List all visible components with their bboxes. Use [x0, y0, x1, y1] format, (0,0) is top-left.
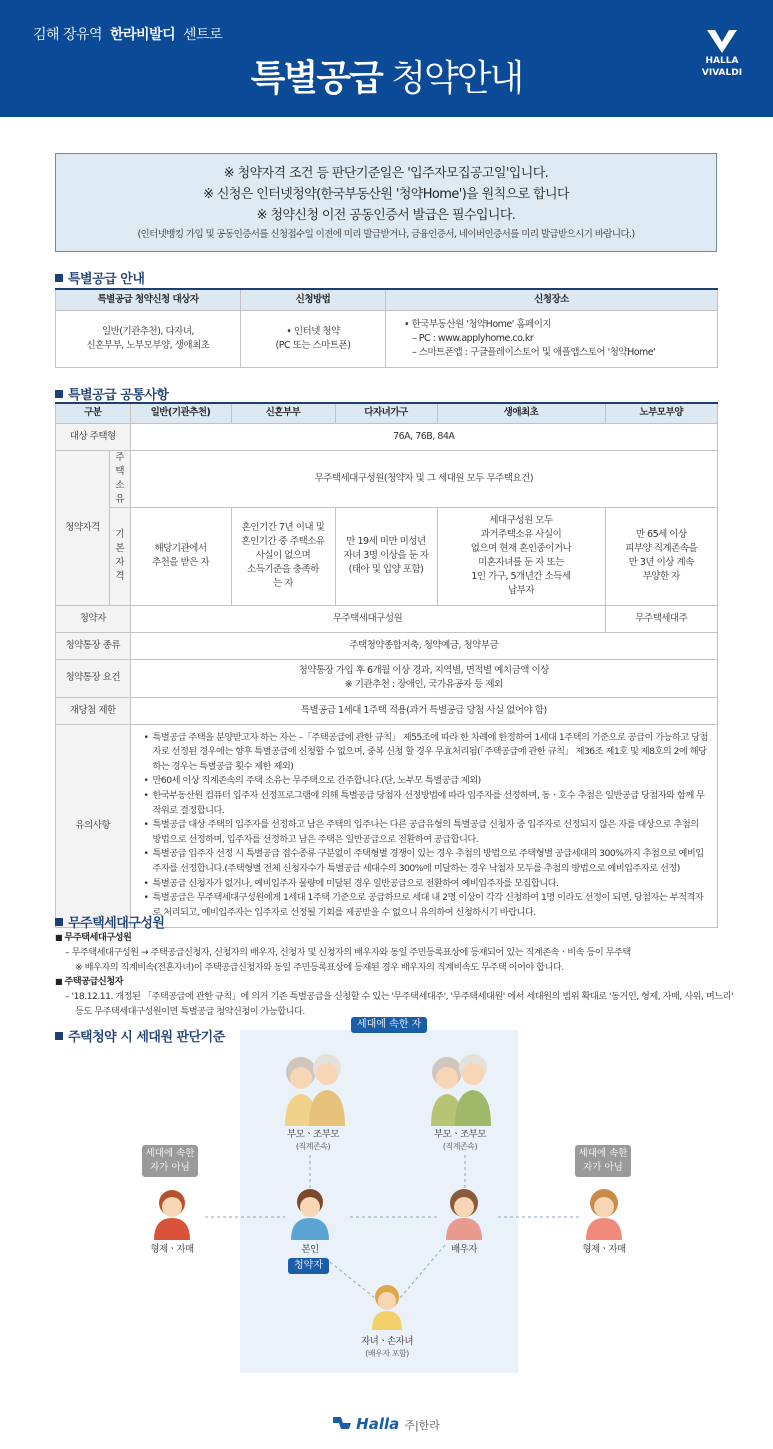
homeless-definition: ■ 무주택세대구성원 – 무주택세대구성원 → 주택공급신청자, 신청자의 배우자, 신청자 및 신청자의 배우자와 동일 주민등록표상에 등재되어 있는 직계존속ㆍ비속 등이 무주택 ※ 배우자의 직계비속(전혼자녀)이 주택공급신청자와 동일 주민등록표상에 등재된 경우 배우자의 직계비속도 무주택 이어야 합니다. ■ 주택공급신청자 – '18.12.11. 개정된 「주택공급에 관한 규칙」에 의거 기존 특별공급을 신청할 수 있는 '무주택세대주', '무주택세대원' 에서 세대원의 범위 확대로 '동거인, 형제, 자매, 사위, 며느리' 등도 무주택세대구성원이면 특별공급 청약신청이 가능합니다.: [55, 931, 735, 1019]
rewin-value: 특별공급 1세대 1주택 적용(과거 특별공급 당첨 사실 없어야 함): [130, 697, 718, 724]
note-item: • 특별공급 신청자가 없거나, 예비입주자 물량에 미달된 경우 일반공급으로 전환하여 예비입주자를 모집합니다.: [144, 877, 709, 892]
homeless-heading: ■ 무주택세대구성원: [55, 931, 735, 945]
basic-newlywed: 혼인기간 7년 이내 및 혼인기간 중 주택소유 사실이 없으며 소득기준을 충족하 는 자: [231, 507, 335, 605]
place-cell: • 한국부동산원 '청약Home' 홈페이지 – PC : www.applyhome.co.kr – 스마트폰앱 : 구글플레이스토어 및 애플앱스토어 '청약Home': [386, 310, 718, 367]
row-label-rewin: 재당첨 제한: [56, 697, 131, 724]
children-caption: 자녀ㆍ손자녀 (배우자 포함): [360, 1336, 414, 1358]
requirement-value: 청약통장 가입 후 6개월 이상 경과, 지역별, 면적별 예치금액 이상 ※ 기관추천 : 장애인, 국가유공자 등 제외: [130, 659, 718, 697]
row-label-notes: 유의사항: [56, 724, 131, 927]
child-icon: [370, 1284, 404, 1334]
housing-types: 76A, 76B, 84A: [130, 423, 718, 450]
notice-line-4: (인터넷뱅킹 가입 및 공동인증서를 신청접수일 이전에 미리 발급받거나, 금융인증서, 네이버인증서를 미리 발급받으시기 바랍니다.): [137, 229, 635, 240]
section-title-household: 주택청약 시 세대원 판단기준: [55, 1026, 225, 1045]
row-label-housing: 대상 주택형: [56, 423, 131, 450]
section-title-homeless: 무주택세대구성원: [55, 912, 164, 931]
col-header-method: 신청방법: [241, 289, 386, 310]
basic-general: 해당기관에서 추천을 받은 자: [130, 507, 231, 605]
applicant-elder: 무주택세대주: [605, 605, 718, 632]
sibling-caption: 형제ㆍ자매: [150, 1244, 194, 1255]
target-cell: 일반(기관추천), 다자녀, 신혼부부, 노부모부양, 생애최초: [56, 310, 241, 367]
ownership-value: 무주택세대구성원(청약자 및 그 세대원 모두 무주택요건): [130, 450, 718, 507]
row-label-applicant: 청약자: [56, 605, 131, 632]
section-title-supply-guide: 특별공급 안내: [55, 268, 144, 287]
row-label-qualification: 청약자격: [56, 450, 110, 605]
project-name: 김해 장유역 한라비발디 센트로: [33, 27, 223, 43]
footer-brand: Halla: [356, 1415, 400, 1433]
non-member-badge: 세대에 속한 자가 아님: [142, 1145, 198, 1177]
col-header-general: 일반(기관추천): [130, 403, 231, 423]
self-icon: [289, 1188, 331, 1244]
applicant-value: 무주택세대구성원: [130, 605, 605, 632]
spouse-caption: 배우자: [450, 1244, 478, 1255]
col-header-place: 신청장소: [386, 289, 718, 310]
row-label-account: 청약통장 종류: [56, 632, 131, 659]
row-label-requirement: 청약통장 요건: [56, 659, 131, 697]
note-item: • 특별공급은 무주택세대구성원에게 1세대 1주택 기준으로 공급하므로 세대 내 2명 이상이 각각 신청하여 1명 이라도 선정이 되면, 당첨자는 부적격자로 처리되고, 예비입주자는 입주자로 선정될 기회를 제공받을 수 없으니 유의하여 신청하시기 바랍니다.: [144, 891, 709, 920]
col-header-category: 구분: [56, 403, 131, 423]
halla-vivaldi-logo: HALLA VIVALDI: [697, 28, 747, 78]
page-title: 특별공급 청약안내: [250, 58, 523, 99]
col-header-first-home: 생애최초: [437, 403, 605, 423]
row-label-ownership: 주택소유: [110, 450, 131, 507]
note-item: • 특별공급 입주자 선정 시 특별공급 접수종류 구분없이 주택형별 경쟁이 있는 경우 추첨의 방법으로 주택형별 공급세대의 300%까지 추첨으로 예비입주자를 선정합니다.(주택형별 전체 신청자수가 특별공급 세대수의 300%에 미달하는 경우 낙첨자 모두를 추첨의 방법으로 예비입주자로 선정): [144, 847, 709, 876]
halla-logo-icon: [333, 1415, 351, 1431]
household-member-badge: 세대에 속한 자: [351, 1017, 427, 1033]
notice-line-1: ※ 청약자격 조건 등 판단기준일은 '입주자모집공고일'입니다.: [223, 166, 549, 181]
col-header-multichild: 다자녀가구: [335, 403, 437, 423]
sibling-icon: [584, 1188, 624, 1244]
note-item: • 만60세 이상 직계존속의 주택 소유는 무주택으로 간주합니다.(단, 노부모 특별공급 제외): [144, 774, 709, 789]
note-item: • 특별공급 대상 주택의 입주자를 선정하고 남은 주택의 입주나는 다른 공급유형의 특별공급 신청자 중 입주자로 선정되지 않은 자를 대상으로 추첨의 방법으로 선정하며, 입주자를 선정하고 남은 주택은 일반공급으로 전환하여 공급합니다.: [144, 818, 709, 847]
spouse-icon: [444, 1188, 484, 1244]
footer-company: 주|한라: [404, 1419, 440, 1432]
self-caption: 본인: [301, 1244, 319, 1255]
basic-multichild: 만 19세 미만 미성년 자녀 3명 이상을 둔 자 (태아 및 입양 포함): [335, 507, 437, 605]
spouse-parents-caption: 부모ㆍ조부모 (직계존속): [433, 1129, 487, 1151]
grandparents-icon: [281, 1046, 347, 1130]
notice-line-3: ※ 청약신청 이전 공동인증서 발급은 필수입니다.: [256, 208, 516, 223]
section-title-common: 특별공급 공통사항: [55, 384, 169, 403]
col-header-elder-support: 노부모부양: [605, 403, 718, 423]
note-item: • 한국부동산원 컴퓨터 입주자 선정프로그램에 의해 특별공급 당첨자 선정방법에 따라 입주자를 선정하며, 동ㆍ호수 추첨은 일반공급 당첨자와 함께 무작위로 결정합니다.: [144, 789, 709, 818]
applicant-heading: ■ 주택공급신청자: [55, 975, 735, 989]
basic-elder: 만 65세 이상 피부양 직계존속을 만 3년 이상 계속 부양한 자: [605, 507, 718, 605]
non-member-badge: 세대에 속한 자가 아님: [575, 1145, 631, 1177]
account-value: 주택청약종합저축, 청약예금, 청약부금: [130, 632, 718, 659]
note-item: • 특별공급 주택을 분양받고자 하는 자는 –「주택공급에 관한 규칙」 제55조에 따라 한 차례에 한정하여 1세대 1주택의 기준으로 공급이 가능하고 당첨자로 선정된 경우에는 향후 특별공급에 신청할 수 없으며, 중복 신청 할 경우 무효처리됨(「주택공급에 관한 규칙」 제36조 제1호 및 제8호의 2에 해당하는 경우는 특별공급 횟수 제한 제외): [144, 731, 709, 775]
method-cell: • 인터넷 청약 (PC 또는 스마트폰): [241, 310, 386, 367]
col-header-target: 특별공급 청약신청 대상자: [56, 289, 241, 310]
footer-logo: [0, 1414, 773, 1433]
basic-first-home: 세대구성원 모두 과거주택소유 사실이 없으며 현재 혼인중이거나 미혼자녀를 둔 자 또는 1인 가구, 5개년간 소득세 납부자: [437, 507, 605, 605]
sibling-icon: [152, 1188, 192, 1244]
col-header-newlywed: 신혼부부: [231, 403, 335, 423]
sibling-caption: 형제ㆍ자매: [582, 1244, 626, 1255]
row-label-basic: 기본자격: [110, 507, 131, 605]
parents-caption: 부모ㆍ조부모 (직계존속): [286, 1129, 340, 1151]
grandparents-icon: [427, 1046, 493, 1130]
applicant-badge: 청약자: [288, 1258, 329, 1274]
notice-line-2: ※ 신청은 인터넷청약(한국부동산원 '청약Home')을 원칙으로 합니다: [203, 187, 569, 202]
